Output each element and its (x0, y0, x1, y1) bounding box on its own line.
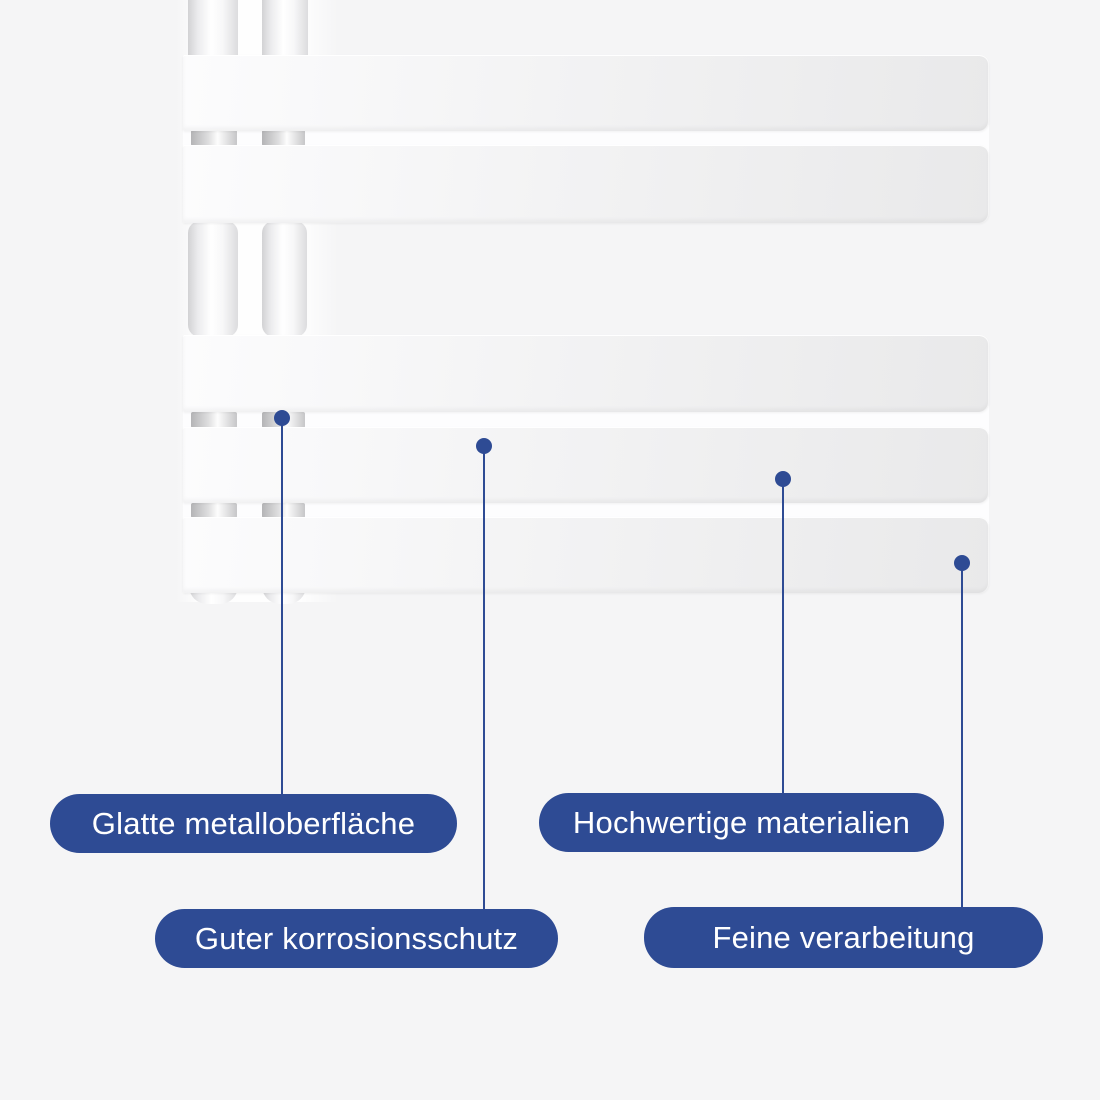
callout-line-fine-workmanship (961, 563, 963, 907)
callout-line-corrosion-protection (483, 446, 485, 909)
radiator-panel-2 (183, 145, 989, 223)
callout-line-smooth-surface (281, 418, 283, 794)
feature-label-quality-materials: Hochwertige materialien (539, 793, 944, 852)
radiator-pipe-left-top (188, 0, 238, 58)
callout-dot-corrosion-protection (476, 438, 492, 454)
radiator-panel-1 (183, 55, 989, 131)
callout-line-quality-materials (782, 479, 784, 793)
callout-dot-fine-workmanship (954, 555, 970, 571)
radiator-pipe-right-middle (262, 221, 307, 337)
feature-label-smooth-surface: Glatte metalloberfläche (50, 794, 457, 853)
callout-dot-quality-materials (775, 471, 791, 487)
pipe-segment (191, 130, 237, 146)
pipe-segment (191, 412, 237, 428)
pipe-segment (191, 503, 237, 518)
radiator-pipe-left-middle (188, 221, 238, 337)
callout-dot-smooth-surface (274, 410, 290, 426)
radiator-pipe-right-top (262, 0, 308, 58)
radiator-panel-5 (183, 517, 989, 593)
feature-label-corrosion-protection: Guter korrosionsschutz (155, 909, 558, 968)
feature-label-fine-workmanship: Feine verarbeitung (644, 907, 1043, 968)
radiator-panel-3 (183, 335, 989, 412)
pipe-segment (262, 503, 305, 518)
pipe-segment (262, 130, 305, 146)
radiator-panel-4 (183, 427, 989, 503)
